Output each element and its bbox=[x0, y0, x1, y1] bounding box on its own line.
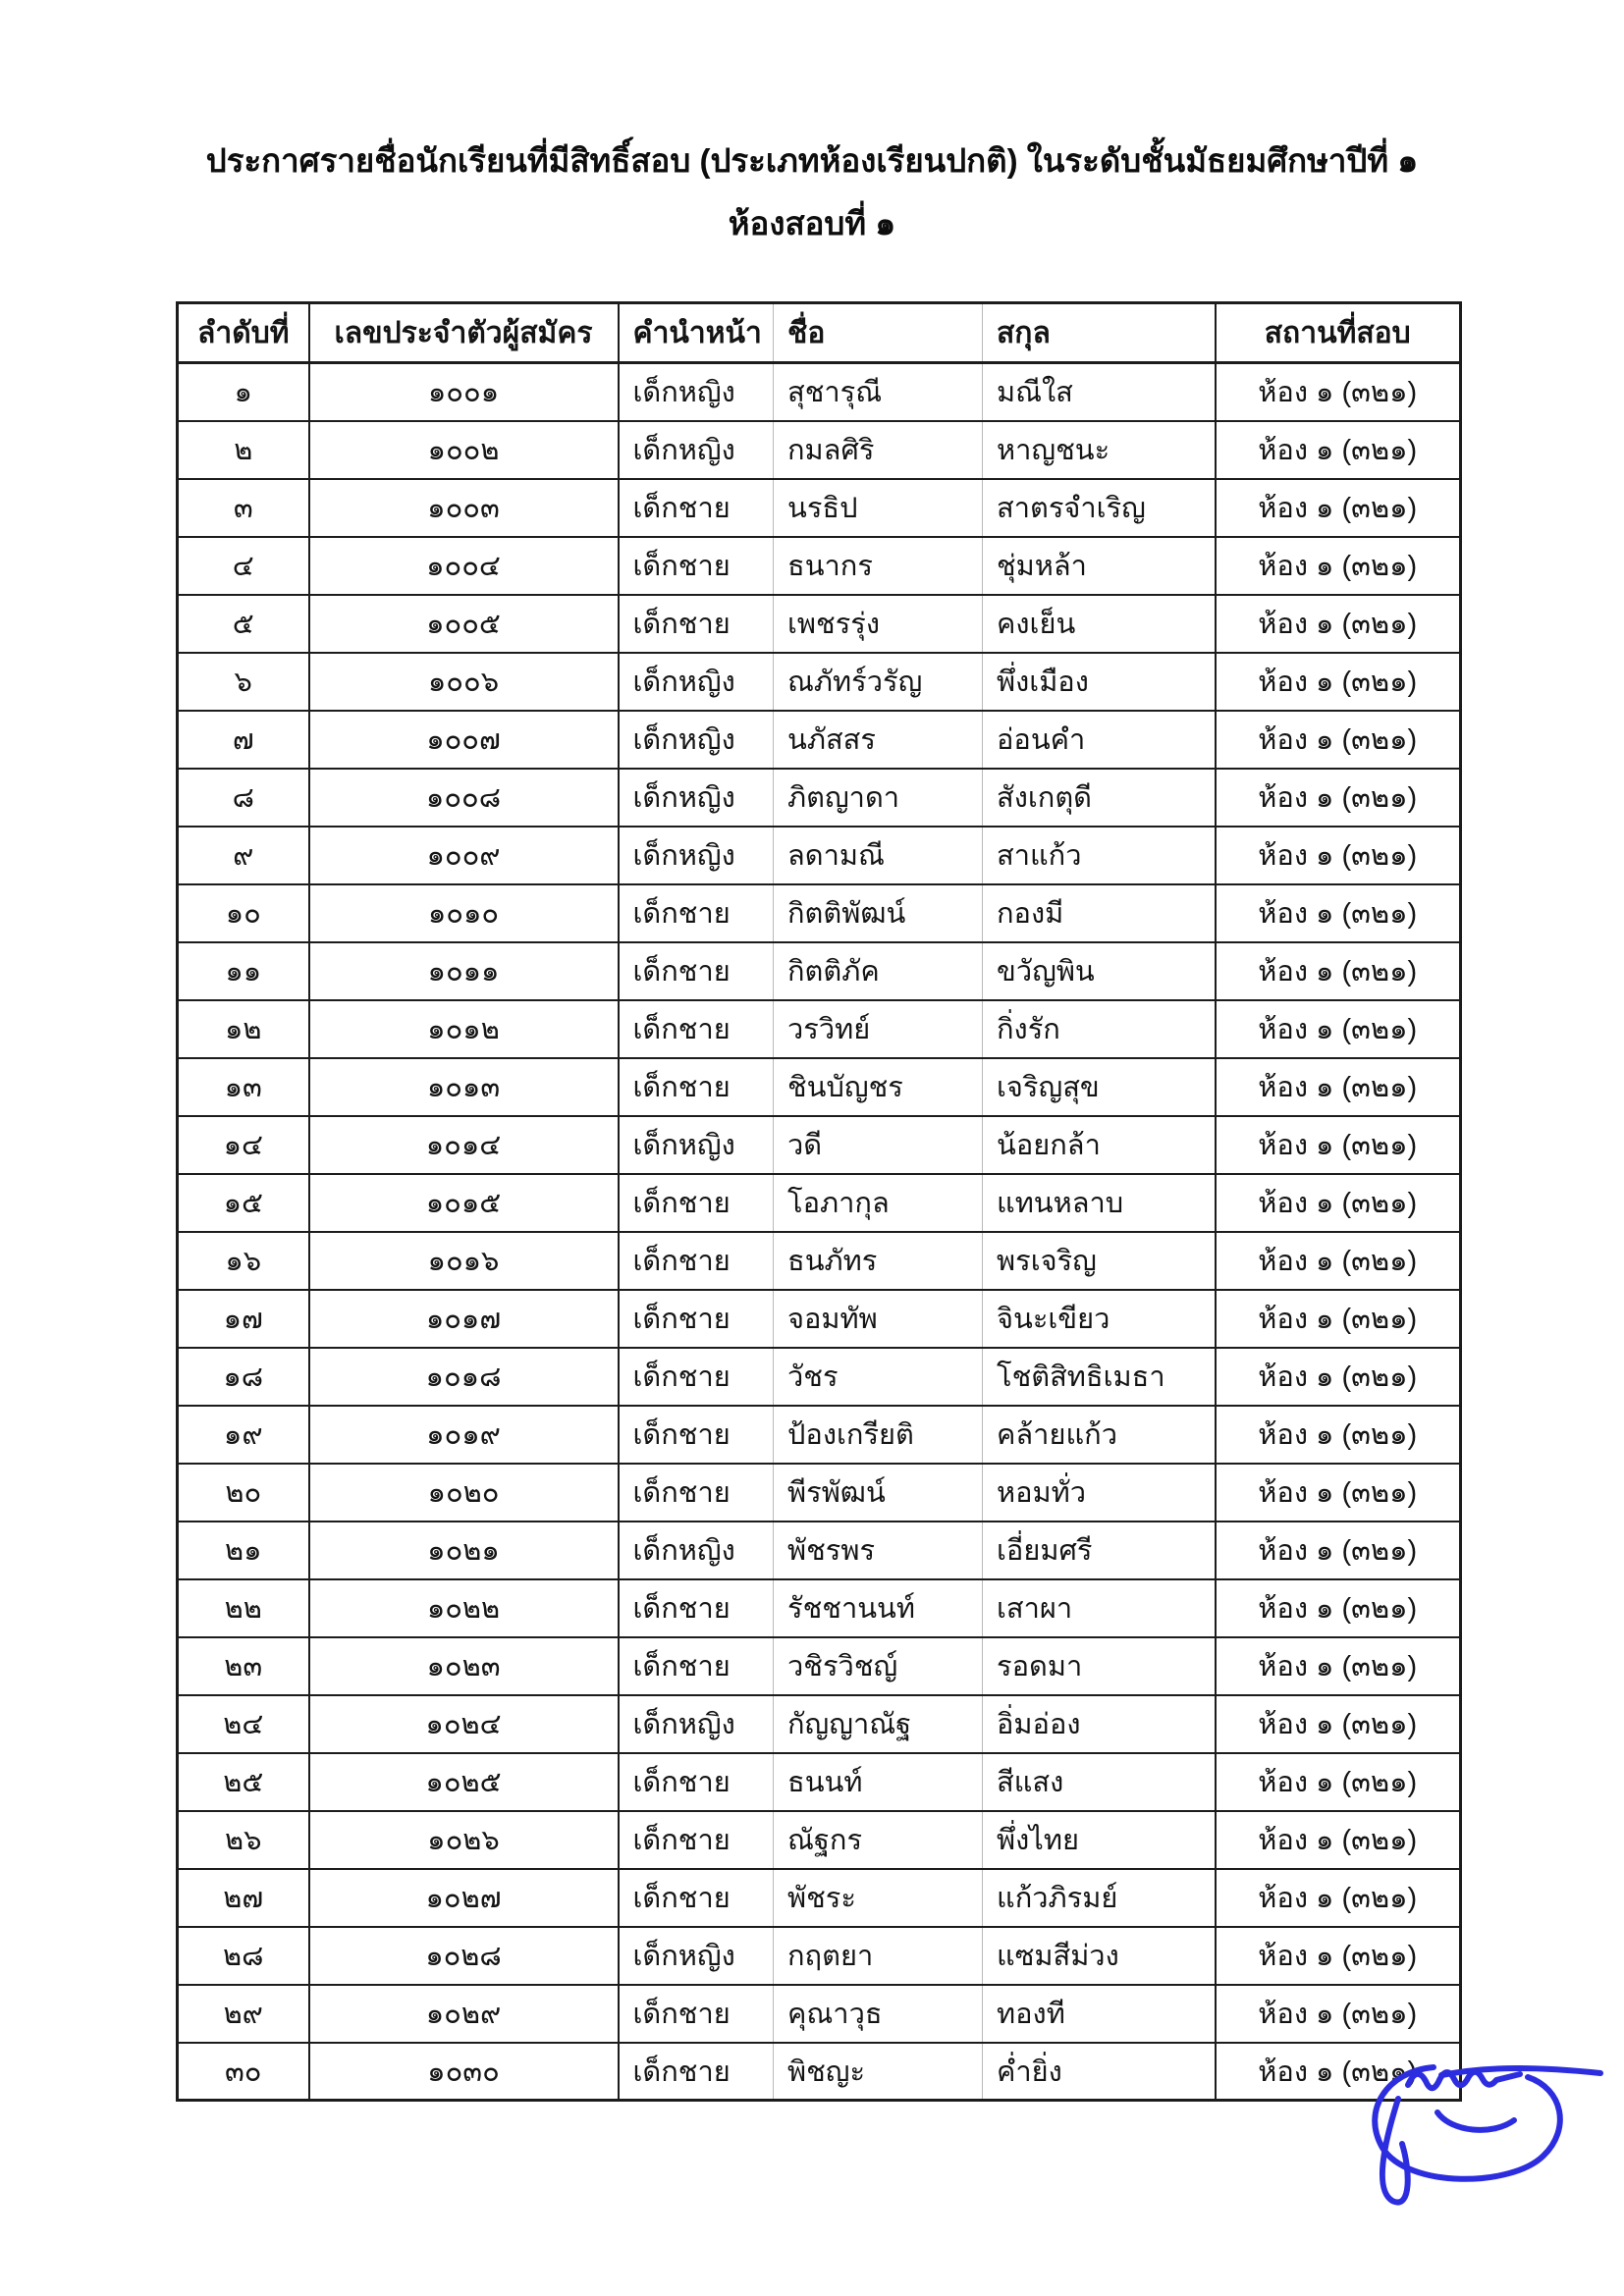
table-cell: ๑๐ bbox=[178, 884, 309, 942]
table-cell: พึ่งเมือง bbox=[983, 653, 1216, 711]
table-row bbox=[178, 1811, 1461, 1869]
table-cell: เด็กชาย bbox=[619, 537, 774, 595]
table-cell: อ่อนคำ bbox=[983, 711, 1216, 769]
table-cell: ๑๐๐๗ bbox=[309, 711, 619, 769]
table-cell: ห้อง ๑ (๓๒๑) bbox=[1216, 1695, 1461, 1753]
table-cell: ๒๘ bbox=[178, 1927, 309, 1985]
table-row bbox=[178, 1290, 1461, 1348]
table-cell: ๑๐๑๓ bbox=[309, 1058, 619, 1116]
table-cell: ๒๔ bbox=[178, 1695, 309, 1753]
table-cell: ลดามณี bbox=[774, 827, 983, 884]
table-cell: ห้อง ๑ (๓๒๑) bbox=[1216, 1753, 1461, 1811]
table-cell: เด็กหญิง bbox=[619, 1116, 774, 1174]
table-cell: ๑๖ bbox=[178, 1232, 309, 1290]
table-cell: ๒๗ bbox=[178, 1869, 309, 1927]
table-cell: ห้อง ๑ (๓๒๑) bbox=[1216, 595, 1461, 653]
table-cell: อิ่มอ่อง bbox=[983, 1695, 1216, 1753]
table-cell: ๑๐๒๘ bbox=[309, 1927, 619, 1985]
table-cell: เด็กชาย bbox=[619, 1869, 774, 1927]
table-cell: วรวิทย์ bbox=[774, 1000, 983, 1058]
table-cell: ๑๐๐๕ bbox=[309, 595, 619, 653]
table-cell: เด็กชาย bbox=[619, 1232, 774, 1290]
table-cell: ห้อง ๑ (๓๒๑) bbox=[1216, 1406, 1461, 1464]
table-cell: ๒๖ bbox=[178, 1811, 309, 1869]
table-row bbox=[178, 1058, 1461, 1116]
table-cell: เด็กชาย bbox=[619, 1637, 774, 1695]
table-cell: ๑๐๑๔ bbox=[309, 1116, 619, 1174]
table-cell: ๑๐๑๐ bbox=[309, 884, 619, 942]
table-cell: ๑๐๒๒ bbox=[309, 1579, 619, 1637]
table-cell: รัชชานนท์ bbox=[774, 1579, 983, 1637]
table-cell: ๔ bbox=[178, 537, 309, 595]
table-cell: เด็กหญิง bbox=[619, 711, 774, 769]
table-cell: ๑๑ bbox=[178, 942, 309, 1000]
table-cell: ๓ bbox=[178, 479, 309, 537]
table-cell: ๑๐๐๔ bbox=[309, 537, 619, 595]
table-cell: ๑๘ bbox=[178, 1348, 309, 1406]
table-cell: ๒๙ bbox=[178, 1985, 309, 2043]
table-row bbox=[178, 1348, 1461, 1406]
table-cell: ห้อง ๑ (๓๒๑) bbox=[1216, 884, 1461, 942]
table-cell: เด็กหญิง bbox=[619, 421, 774, 479]
table-cell: ๑๗ bbox=[178, 1290, 309, 1348]
table-cell: เด็กชาย bbox=[619, 1348, 774, 1406]
table-cell: ๑๕ bbox=[178, 1174, 309, 1232]
table-cell: คงเย็น bbox=[983, 595, 1216, 653]
table-cell: พัชระ bbox=[774, 1869, 983, 1927]
table-row bbox=[178, 1174, 1461, 1232]
table-cell: ห้อง ๑ (๓๒๑) bbox=[1216, 363, 1461, 421]
table-cell: จอมทัพ bbox=[774, 1290, 983, 1348]
table-cell: สังเกตุดี bbox=[983, 769, 1216, 827]
table-cell: ธนากร bbox=[774, 537, 983, 595]
table-row bbox=[178, 1579, 1461, 1637]
table-cell: เด็กชาย bbox=[619, 1058, 774, 1116]
table-cell: สาแก้ว bbox=[983, 827, 1216, 884]
table-cell: ๒๕ bbox=[178, 1753, 309, 1811]
table-cell: ห้อง ๑ (๓๒๑) bbox=[1216, 1869, 1461, 1927]
table-cell: ห้อง ๑ (๓๒๑) bbox=[1216, 827, 1461, 884]
table-cell: รอดมา bbox=[983, 1637, 1216, 1695]
table-cell: ธนนท์ bbox=[774, 1753, 983, 1811]
table-cell: ๑๐๑๕ bbox=[309, 1174, 619, 1232]
table-cell: ค่ำยิ่ง bbox=[983, 2043, 1216, 2101]
table-cell: ๑๔ bbox=[178, 1116, 309, 1174]
table-cell: ๘ bbox=[178, 769, 309, 827]
table-cell: ห้อง ๑ (๓๒๑) bbox=[1216, 711, 1461, 769]
table-row bbox=[178, 421, 1461, 479]
header-title-prefix: คำนำหน้า bbox=[619, 303, 774, 363]
table-cell: ชินบัญชร bbox=[774, 1058, 983, 1116]
table-row bbox=[178, 653, 1461, 711]
table-cell: เด็กชาย bbox=[619, 595, 774, 653]
table-cell: เด็กชาย bbox=[619, 1579, 774, 1637]
table-cell: ๑๐๓๐ bbox=[309, 2043, 619, 2101]
table-row bbox=[178, 1522, 1461, 1579]
table-row bbox=[178, 1695, 1461, 1753]
table-header bbox=[178, 303, 1461, 363]
table-cell: น้อยกล้า bbox=[983, 1116, 1216, 1174]
table-cell: เด็กหญิง bbox=[619, 1695, 774, 1753]
table-cell: โอภากุล bbox=[774, 1174, 983, 1232]
table-cell: ๑๐๒๓ bbox=[309, 1637, 619, 1695]
table-cell: ๑๐๑๙ bbox=[309, 1406, 619, 1464]
table-cell: ๑๐๒๖ bbox=[309, 1811, 619, 1869]
table-cell: ๑๒ bbox=[178, 1000, 309, 1058]
table-cell: เด็กชาย bbox=[619, 1464, 774, 1522]
table-cell: กฤตยา bbox=[774, 1927, 983, 1985]
table-cell: ณัฐกร bbox=[774, 1811, 983, 1869]
table-cell: มณีใส bbox=[983, 363, 1216, 421]
table-row bbox=[178, 1406, 1461, 1464]
table-cell: เด็กชาย bbox=[619, 1000, 774, 1058]
table-cell: พึ่งไทย bbox=[983, 1811, 1216, 1869]
table-cell: ๑๐๐๑ bbox=[309, 363, 619, 421]
table-cell: สีแสง bbox=[983, 1753, 1216, 1811]
table-cell: ห้อง ๑ (๓๒๑) bbox=[1216, 1579, 1461, 1637]
table-cell: วชิรวิชญ์ bbox=[774, 1637, 983, 1695]
table-cell: ๑๐๒๙ bbox=[309, 1985, 619, 2043]
table-cell: ๑๐๐๙ bbox=[309, 827, 619, 884]
table-row bbox=[178, 363, 1461, 421]
header-exam-location: สถานที่สอบ bbox=[1216, 303, 1461, 363]
table-row bbox=[178, 827, 1461, 884]
table-cell: คล้ายแก้ว bbox=[983, 1406, 1216, 1464]
table-row bbox=[178, 479, 1461, 537]
table-cell: กองมี bbox=[983, 884, 1216, 942]
table-cell: เด็กชาย bbox=[619, 1811, 774, 1869]
table-cell: ๑๐๐๒ bbox=[309, 421, 619, 479]
header-first-name: ชื่อ bbox=[774, 303, 983, 363]
table-cell: ภิตญาดา bbox=[774, 769, 983, 827]
table-cell: ห้อง ๑ (๓๒๑) bbox=[1216, 1927, 1461, 1985]
table-cell: เพชรรุ่ง bbox=[774, 595, 983, 653]
table-cell: ห้อง ๑ (๓๒๑) bbox=[1216, 653, 1461, 711]
table-cell: กัญญาณัฐ bbox=[774, 1695, 983, 1753]
table-cell: โชติสิทธิเมธา bbox=[983, 1348, 1216, 1406]
table-row bbox=[178, 537, 1461, 595]
table-cell: เอี่ยมศรี bbox=[983, 1522, 1216, 1579]
table-cell: คุณาวุธ bbox=[774, 1985, 983, 2043]
table-cell: ๑๓ bbox=[178, 1058, 309, 1116]
table-row bbox=[178, 942, 1461, 1000]
table-row bbox=[178, 1927, 1461, 1985]
table-cell: ห้อง ๑ (๓๒๑) bbox=[1216, 942, 1461, 1000]
table-cell: ๑๐๑๘ bbox=[309, 1348, 619, 1406]
table-cell: พรเจริญ bbox=[983, 1232, 1216, 1290]
table-cell: ๙ bbox=[178, 827, 309, 884]
table-cell: ๑๐๒๑ bbox=[309, 1522, 619, 1579]
table-cell: ห้อง ๑ (๓๒๑) bbox=[1216, 1522, 1461, 1579]
table-row bbox=[178, 769, 1461, 827]
table-cell: ห้อง ๑ (๓๒๑) bbox=[1216, 1000, 1461, 1058]
table-cell: เด็กชาย bbox=[619, 1985, 774, 2043]
table-row bbox=[178, 1116, 1461, 1174]
table-cell: สาตรจำเริญ bbox=[983, 479, 1216, 537]
table-cell: แซมสีม่วง bbox=[983, 1927, 1216, 1985]
table-cell: กิ่งรัก bbox=[983, 1000, 1216, 1058]
table-cell: ห้อง ๑ (๓๒๑) bbox=[1216, 1637, 1461, 1695]
table-cell: เด็กหญิง bbox=[619, 363, 774, 421]
table-cell: นภัสสร bbox=[774, 711, 983, 769]
table-row bbox=[178, 1637, 1461, 1695]
table-row bbox=[178, 2043, 1461, 2101]
table-cell: ๑๐๒๐ bbox=[309, 1464, 619, 1522]
header-applicant-id: เลขประจำตัวผู้สมัคร bbox=[309, 303, 619, 363]
table-cell: ๑๐๒๗ bbox=[309, 1869, 619, 1927]
table-cell: เด็กหญิง bbox=[619, 1927, 774, 1985]
header-order-number: ลำดับที่ bbox=[178, 303, 309, 363]
table-cell: ห้อง ๑ (๓๒๑) bbox=[1216, 1116, 1461, 1174]
table-cell: แก้วภิรมย์ bbox=[983, 1869, 1216, 1927]
table-cell: ๑๙ bbox=[178, 1406, 309, 1464]
table-cell: เด็กชาย bbox=[619, 1290, 774, 1348]
table-cell: ๒๓ bbox=[178, 1637, 309, 1695]
table-cell: เด็กชาย bbox=[619, 884, 774, 942]
table-cell: ๑๐๒๔ bbox=[309, 1695, 619, 1753]
table-row bbox=[178, 595, 1461, 653]
table-cell: ๒ bbox=[178, 421, 309, 479]
table-cell: เด็กหญิง bbox=[619, 827, 774, 884]
table-cell: จินะเขียว bbox=[983, 1290, 1216, 1348]
table-cell: ห้อง ๑ (๓๒๑) bbox=[1216, 769, 1461, 827]
table-cell: ๑๐๑๖ bbox=[309, 1232, 619, 1290]
table-cell: เด็กหญิง bbox=[619, 1522, 774, 1579]
table-row bbox=[178, 1464, 1461, 1522]
table-cell: ทองที bbox=[983, 1985, 1216, 2043]
table-cell: เด็กหญิง bbox=[619, 653, 774, 711]
table-cell: ๒๒ bbox=[178, 1579, 309, 1637]
table-cell: เด็กชาย bbox=[619, 942, 774, 1000]
table-cell: หาญชนะ bbox=[983, 421, 1216, 479]
table-cell: เสาผา bbox=[983, 1579, 1216, 1637]
table-cell: ชุ่มหล้า bbox=[983, 537, 1216, 595]
table-cell: ณภัทร์วรัญ bbox=[774, 653, 983, 711]
table-cell: ห้อง ๑ (๓๒๑) bbox=[1216, 537, 1461, 595]
table-row bbox=[178, 1753, 1461, 1811]
table-cell: พัชรพร bbox=[774, 1522, 983, 1579]
table-cell: ห้อง ๑ (๓๒๑) bbox=[1216, 1174, 1461, 1232]
table-cell: ห้อง ๑ (๓๒๑) bbox=[1216, 1985, 1461, 2043]
table-cell: เด็กชาย bbox=[619, 479, 774, 537]
table-cell: ๑๐๑๑ bbox=[309, 942, 619, 1000]
table-cell: ห้อง ๑ (๓๒๑) bbox=[1216, 1464, 1461, 1522]
table-cell: ๑๐๐๓ bbox=[309, 479, 619, 537]
table-cell: เด็กชาย bbox=[619, 1753, 774, 1811]
table-cell: ๑๐๑๒ bbox=[309, 1000, 619, 1058]
table-cell: ห้อง ๑ (๓๒๑) bbox=[1216, 1290, 1461, 1348]
table-cell: ๑๐๐๖ bbox=[309, 653, 619, 711]
table-cell: ๑๐๐๘ bbox=[309, 769, 619, 827]
table-cell: พิชญะ bbox=[774, 2043, 983, 2101]
table-cell: นรธิป bbox=[774, 479, 983, 537]
table-cell: เด็กชาย bbox=[619, 2043, 774, 2101]
table-cell: ห้อง ๑ (๓๒๑) bbox=[1216, 2043, 1461, 2101]
table-cell: กิตติภัค bbox=[774, 942, 983, 1000]
table-cell: กิตติพัฒน์ bbox=[774, 884, 983, 942]
table-cell: เด็กชาย bbox=[619, 1406, 774, 1464]
table-cell: ห้อง ๑ (๓๒๑) bbox=[1216, 1058, 1461, 1116]
table-cell: ห้อง ๑ (๓๒๑) bbox=[1216, 1348, 1461, 1406]
table-cell: วดี bbox=[774, 1116, 983, 1174]
table-cell: ป้องเกรียติ bbox=[774, 1406, 983, 1464]
table-cell: แทนหลาบ bbox=[983, 1174, 1216, 1232]
table-cell: ธนภัทร bbox=[774, 1232, 983, 1290]
table-cell: หอมทั่ว bbox=[983, 1464, 1216, 1522]
table-row bbox=[178, 1000, 1461, 1058]
table-row bbox=[178, 884, 1461, 942]
table-cell: ขวัญพิน bbox=[983, 942, 1216, 1000]
table-cell: ๑ bbox=[178, 363, 309, 421]
table-cell: ๗ bbox=[178, 711, 309, 769]
table-cell: ๒๐ bbox=[178, 1464, 309, 1522]
table-cell: เจริญสุข bbox=[983, 1058, 1216, 1116]
table-row bbox=[178, 1232, 1461, 1290]
table-header-row bbox=[178, 303, 1461, 363]
table-cell: สุชารุณี bbox=[774, 363, 983, 421]
table-row bbox=[178, 1869, 1461, 1927]
page-title-line2: ห้องสอบที่ ๑ bbox=[728, 205, 896, 241]
student-table bbox=[176, 301, 1462, 2102]
table-cell: กมลศิริ bbox=[774, 421, 983, 479]
table-cell: ๑๐๒๕ bbox=[309, 1753, 619, 1811]
header-last-name: สกุล bbox=[983, 303, 1216, 363]
table-row bbox=[178, 1985, 1461, 2043]
table-cell: เด็กหญิง bbox=[619, 769, 774, 827]
page-title bbox=[0, 130, 1624, 255]
table-row bbox=[178, 711, 1461, 769]
table-cell: ห้อง ๑ (๓๒๑) bbox=[1216, 1811, 1461, 1869]
table-cell: ห้อง ๑ (๓๒๑) bbox=[1216, 479, 1461, 537]
page-title-line1: ประกาศรายชื่อนักเรียนที่มีสิทธิ์สอบ (ประเภทห้องเรียนปกติ) ในระดับชั้นมัธยมศึกษาปีที่ ๑ bbox=[205, 142, 1419, 179]
table-cell: ห้อง ๑ (๓๒๑) bbox=[1216, 1232, 1461, 1290]
table-cell: ๑๐๑๗ bbox=[309, 1290, 619, 1348]
table-cell: ๖ bbox=[178, 653, 309, 711]
table-cell: ห้อง ๑ (๓๒๑) bbox=[1216, 421, 1461, 479]
table-cell: เด็กชาย bbox=[619, 1174, 774, 1232]
table-cell: ๓๐ bbox=[178, 2043, 309, 2101]
table-cell: วัชร bbox=[774, 1348, 983, 1406]
table-cell: ๒๑ bbox=[178, 1522, 309, 1579]
student-table-body bbox=[178, 363, 1461, 2101]
table-cell: พีรพัฒน์ bbox=[774, 1464, 983, 1522]
table-cell: ๕ bbox=[178, 595, 309, 653]
